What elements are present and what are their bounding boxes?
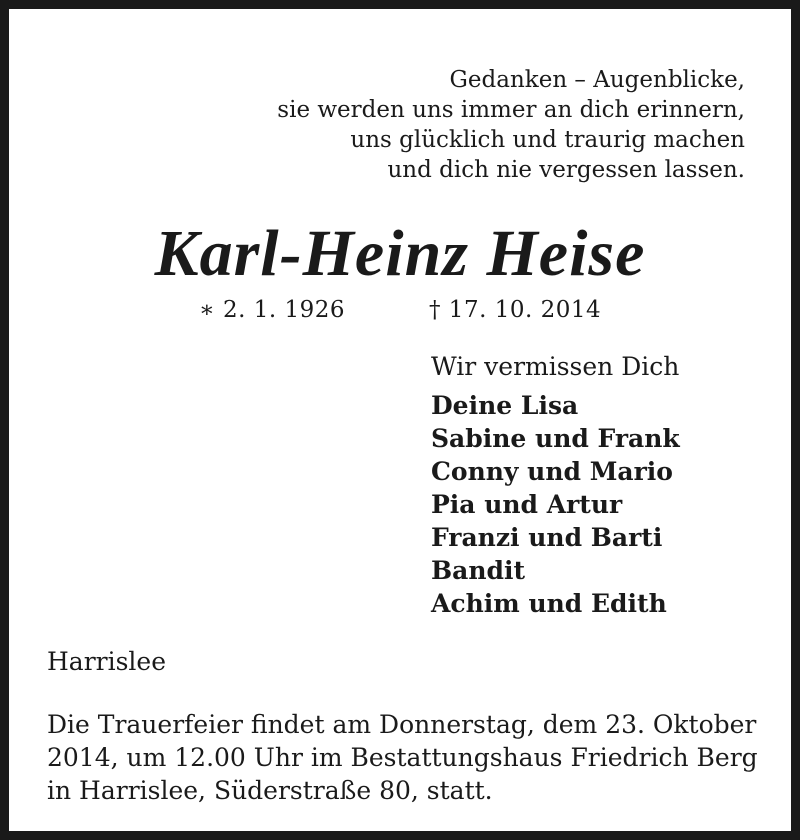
poem-line: und dich nie vergessen lassen. [387,157,745,183]
mourners-heading: Wir vermissen Dich [431,352,680,381]
poem-line: sie werden uns immer an dich erinnern, [277,97,745,123]
funeral-notice-line: in Harrislee, Süderstraße 80, statt. [47,776,493,805]
mourner-name: Pia und Artur [431,490,623,519]
poem-line: Gedanken – Augenblicke, [449,67,745,93]
mourner-name: Sabine und Frank [431,424,680,453]
mourner-name: Achim und Edith [431,589,667,618]
death-date: † 17. 10. 2014 [429,297,602,323]
mourner-name: Conny und Mario [431,457,673,486]
mourners-list [431,389,680,620]
birth-date: ∗ 2. 1. 1926 [199,297,345,323]
poem-line: uns glücklich und traurig machen [350,127,745,153]
funeral-notice-line: 2014, um 12.00 Uhr im Bestattungshaus Friedrich Berg [47,743,758,772]
funeral-notice [47,708,758,807]
mourner-name: Bandit [431,556,526,585]
deceased-name: Karl-Heinz Heise [154,217,646,290]
mourner-name: Deine Lisa [431,391,579,420]
mourner-name: Franzi und Barti [431,523,663,552]
funeral-notice-line: Die Trauerfeier findet am Donnerstag, dem 23. Oktober [47,710,757,739]
place-name: Harrislee [47,647,167,676]
poem [277,65,745,185]
